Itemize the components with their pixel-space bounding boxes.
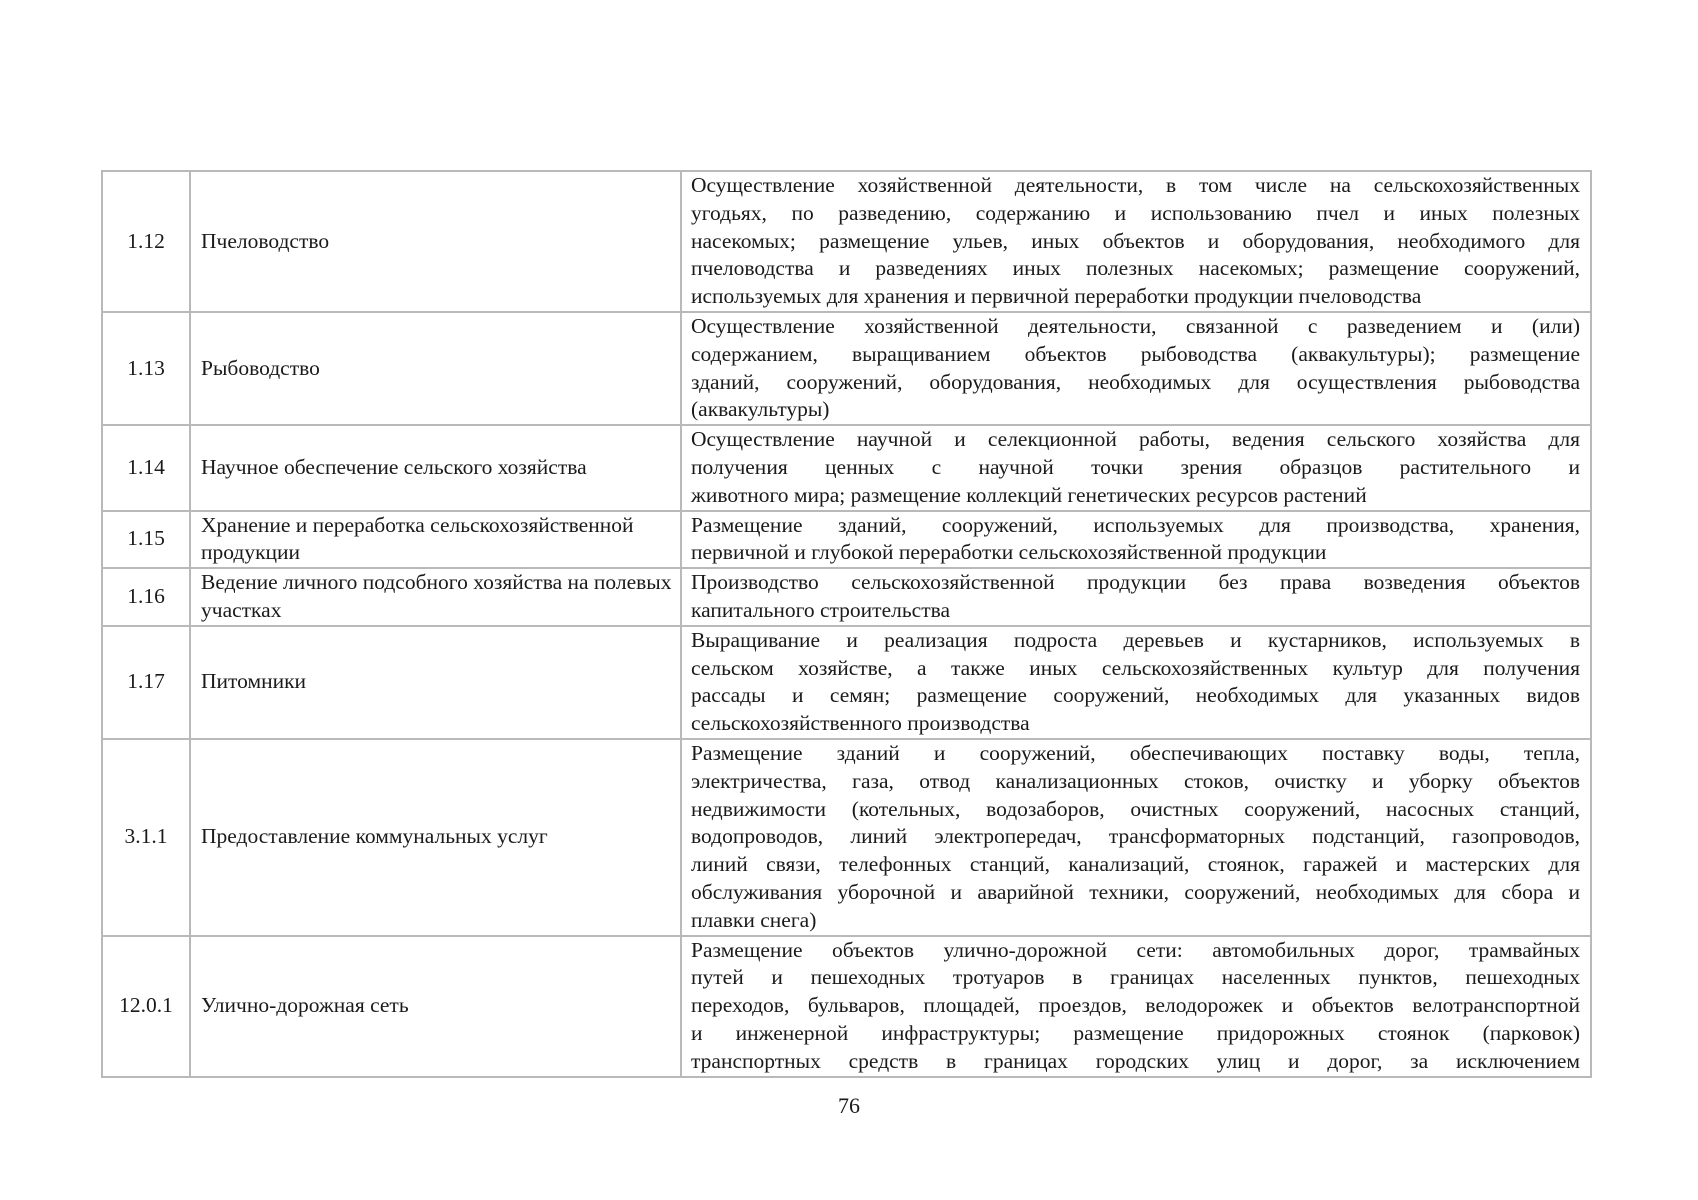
table-row	[102, 171, 1591, 312]
row-name: Улично-дорожная сеть	[190, 936, 681, 1077]
description-line: Размещение объектов улично-дорожной сети: автомобильных дорог, трамвайных	[691, 937, 1580, 962]
land-use-table	[101, 170, 1592, 1078]
row-description	[681, 511, 1591, 569]
description-line: водопроводов, линий электропередач, трансформаторных подстанций, газопроводов,	[691, 824, 1580, 849]
row-code: 12.0.1	[102, 936, 190, 1077]
table-row	[102, 511, 1591, 569]
table-row	[102, 936, 1591, 1077]
description-line: животного мира; размещение коллекций генетических ресурсов растений	[691, 482, 1367, 507]
description-line: транспортных средств в границах городских улиц и дорог, за исключением	[691, 1048, 1580, 1073]
description-line: (аквакультуры)	[691, 397, 830, 422]
table-row	[102, 739, 1591, 936]
description-line: Размещение зданий и сооружений, обеспечивающих поставку воды, тепла,	[691, 740, 1580, 765]
row-description	[681, 936, 1591, 1077]
row-description	[681, 312, 1591, 425]
description-line: зданий, сооружений, оборудования, необходимых для осуществления рыбоводства	[691, 369, 1580, 394]
row-code: 1.15	[102, 511, 190, 569]
description-line: пчеловодства и разведениях иных полезных насекомых; размещение сооружений,	[691, 256, 1580, 281]
description-line: Выращивание и реализация подроста деревьев и кустарников, используемых в	[691, 627, 1580, 652]
description-line: Осуществление хозяйственной деятельности, в том числе на сельскохозяйственных	[691, 173, 1580, 197]
row-name: Хранение и переработка сельскохозяйственной продукции	[190, 511, 681, 569]
description-line: путей и пешеходных тротуаров в границах населенных пунктов, пешеходных	[691, 965, 1580, 990]
row-description	[681, 739, 1591, 936]
description-line: и инженерной инфраструктуры; размещение придорожных стоянок (парковок)	[691, 1020, 1580, 1045]
description-line: переходов, бульваров, площадей, проездов, велодорожек и объектов велотранспортной	[691, 993, 1580, 1018]
description-line: электричества, газа, отвод канализационных стоков, очистку и уборку объектов	[691, 768, 1580, 793]
description-line: Производство сельскохозяйственной продукции без права возведения объектов	[691, 570, 1580, 595]
row-name: Научное обеспечение сельского хозяйства	[190, 425, 681, 510]
description-line: обслуживания уборочной и аварийной техники, сооружений, необходимых для сбора и	[691, 879, 1580, 904]
description-line: насекомых; размещение ульев, иных объектов и оборудования, необходимого для	[691, 228, 1580, 253]
table-row	[102, 425, 1591, 510]
table-body	[102, 171, 1591, 1077]
row-name: Пчеловодство	[190, 171, 681, 312]
page-number: 76	[838, 1093, 860, 1118]
row-code: 1.12	[102, 171, 190, 312]
description-line: содержанием, выращиванием объектов рыбоводства (аквакультуры); размещение	[691, 341, 1580, 366]
description-line: плавки снега)	[691, 907, 817, 932]
row-description	[681, 568, 1591, 626]
description-line: недвижимости (котельных, водозаборов, очистных сооружений, насосных станций,	[691, 796, 1580, 821]
row-description	[681, 171, 1591, 312]
table-row	[102, 626, 1591, 739]
description-line: рассады и семян; размещение сооружений, необходимых для указанных видов	[691, 683, 1580, 708]
row-code: 1.17	[102, 626, 190, 739]
description-line: сельском хозяйстве, а также иных сельскохозяйственных культур для получения	[691, 655, 1580, 680]
row-description	[681, 626, 1591, 739]
row-name: Рыбоводство	[190, 312, 681, 425]
table-row	[102, 312, 1591, 425]
description-line: угодьях, по разведению, содержанию и использованию пчел и иных полезных	[691, 200, 1580, 225]
row-code: 1.14	[102, 425, 190, 510]
row-code: 3.1.1	[102, 739, 190, 936]
row-code: 1.13	[102, 312, 190, 425]
row-name: Ведение личного подсобного хозяйства на полевых участках	[190, 568, 681, 626]
description-line: сельскохозяйственного производства	[691, 711, 1030, 736]
row-name: Предоставление коммунальных услуг	[190, 739, 681, 936]
description-line: используемых для хранения и первичной переработки продукции пчеловодства	[691, 284, 1422, 309]
description-line: линий связи, телефонных станций, канализаций, стоянок, гаражей и мастерских для	[691, 852, 1580, 877]
description-line: капитального строительства	[691, 597, 951, 622]
row-description	[681, 425, 1591, 510]
description-line: получения ценных с научной точки зрения образцов растительного и	[691, 454, 1580, 479]
description-line: первичной и глубокой переработки сельскохозяйственной продукции	[691, 540, 1327, 565]
row-code: 1.16	[102, 568, 190, 626]
description-line: Осуществление научной и селекционной работы, ведения сельского хозяйства для	[691, 427, 1580, 452]
description-line: Размещение зданий, сооружений, используемых для производства, хранения,	[691, 512, 1580, 537]
table-row	[102, 568, 1591, 626]
row-name: Питомники	[190, 626, 681, 739]
description-line: Осуществление хозяйственной деятельности, связанной с разведением и (или)	[691, 313, 1580, 338]
